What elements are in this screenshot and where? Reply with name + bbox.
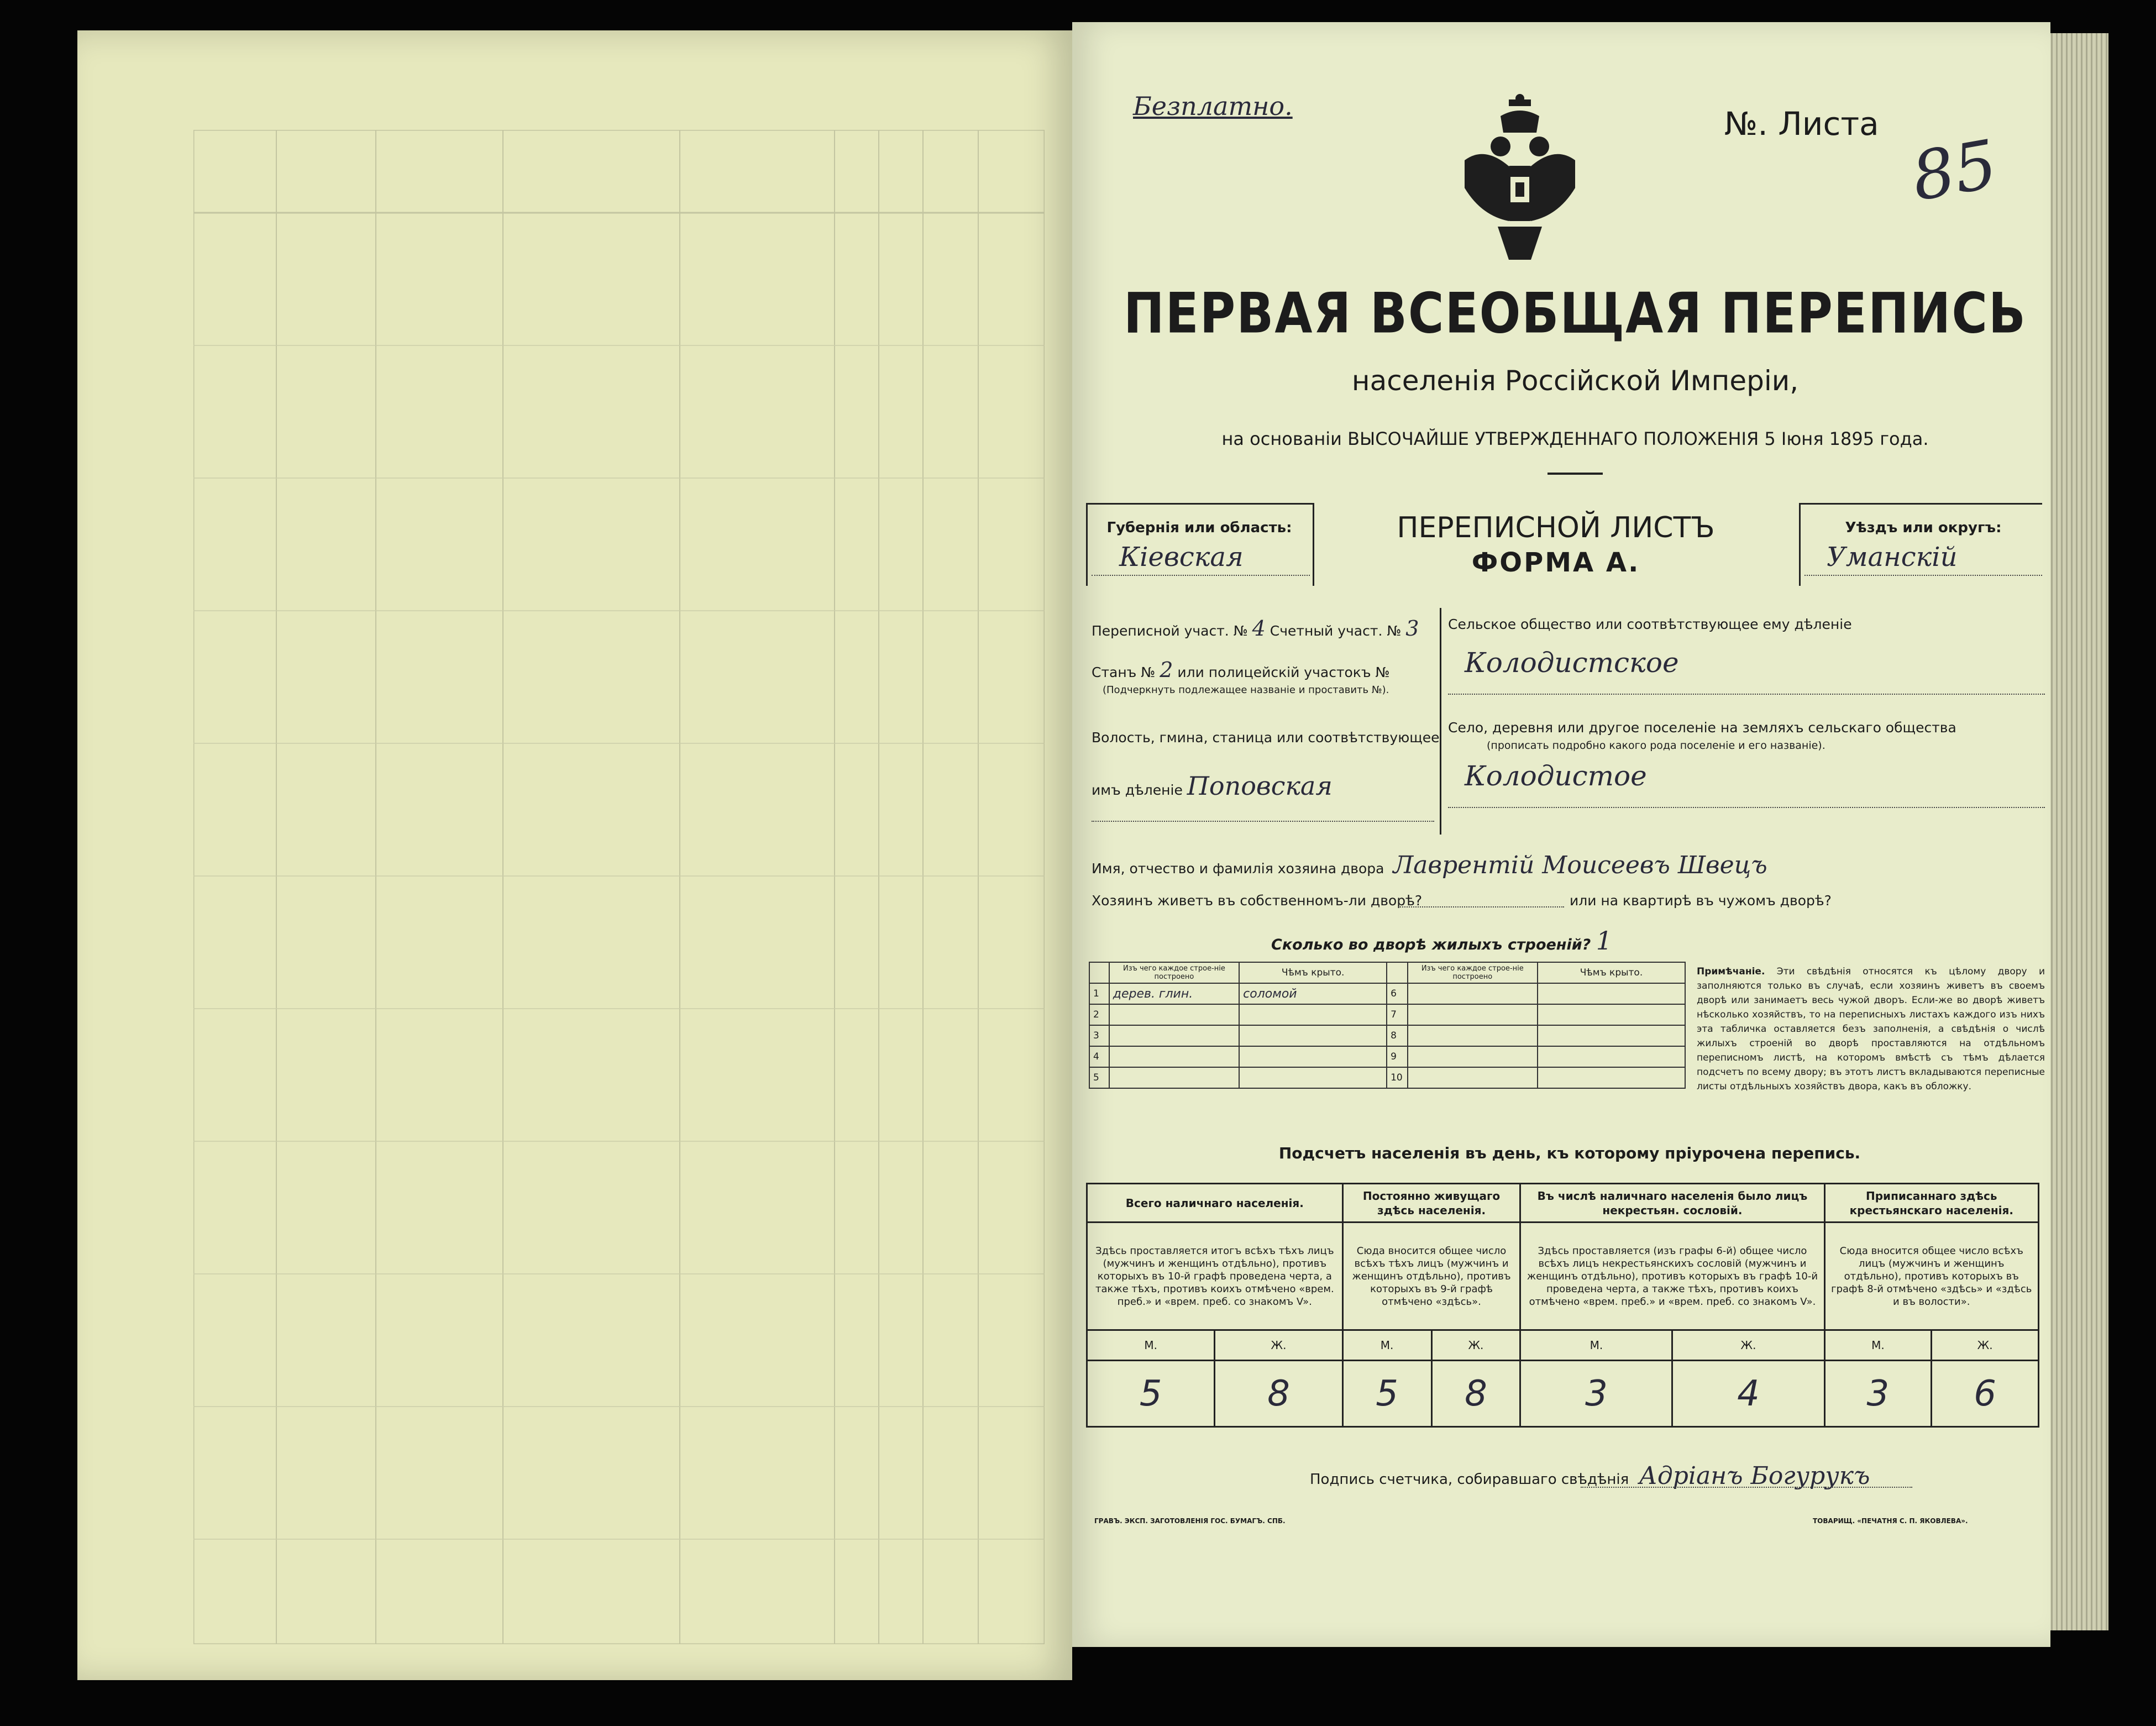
count-value: 3 bbox=[1824, 1361, 1932, 1427]
owner-label: Имя, отчество и фамилія хозяина двора bbox=[1092, 861, 1384, 877]
population-count-table bbox=[1086, 1183, 2039, 1428]
count-desc-total: Здѣсь проставляется итогъ всѣхъ тѣхъ лицъ (мужчинъ и женщинъ отдѣльно), противъ которыхъ въ 10-й графѣ проведена черта, а также тѣхъ, противъ коихъ отмѣчено «врем. преб.» и «врем. преб. со знакомъ V». bbox=[1087, 1223, 1343, 1330]
col-roof-right: Чѣмъ крыто. bbox=[1538, 962, 1685, 983]
society-label: Сельское общество или соотвѣтствующее ему дѣленіе bbox=[1448, 616, 1852, 632]
police-label: или полицейскій участокъ № bbox=[1177, 664, 1390, 680]
note-text: Эти свѣдѣнія относятся къ цѣлому двору и заполняются только въ случаѣ, если хозяинъ живетъ въ своемъ дворѣ или занимаетъ весь чужой дворъ. Если-же во дворѣ живетъ нѣсколько хозяйствъ, то на переписныхъ листахъ каждого изъ нихъ эта табличка оставляется безъ заполненія, а свѣдѣнія о числѣ жилыхъ строеній во дворѣ проставляются на отдѣльномъ переписномъ листѣ, на которомъ вмѣстѣ съ тѣмъ дѣлается подсчетъ по всему двору; въ этотъ листъ вкладываются переписные листы отдѣльныхъ хозяйствъ двора, какъ въ обложку. bbox=[1697, 966, 2045, 1092]
lives-label: Хозяинъ живетъ въ собственномъ-ли дворѣ? bbox=[1092, 893, 1423, 909]
row-number: 8 bbox=[1387, 1025, 1407, 1046]
stan-label: Станъ № bbox=[1092, 664, 1156, 680]
page-edges bbox=[2048, 33, 2108, 1630]
district-value: Уманскій bbox=[1827, 542, 1958, 573]
count-value: 8 bbox=[1215, 1361, 1342, 1427]
province-value: Кіевская bbox=[1119, 542, 1244, 573]
count-desc-non-peasant: Здѣсь проставляется (изъ графы 6-й) общее число всѣхъ лицъ некрестьянскихъ сословій (мужчинъ и женщинъ отдѣльно), противъ которыхъ въ графѣ 10-й проведена черта, а также тѣхъ, противъ коихъ отмѣчено «врем. преб.» и «врем. преб. со знакомъ V». bbox=[1520, 1223, 1824, 1330]
bleed-through-table bbox=[193, 130, 1045, 1644]
village-value: Колодистое bbox=[1465, 760, 1647, 792]
count-value: 5 bbox=[1087, 1361, 1215, 1427]
row-number: 10 bbox=[1387, 1067, 1407, 1088]
census-section-label: Переписной участ. № bbox=[1092, 623, 1248, 639]
row-number: 2 bbox=[1089, 1004, 1109, 1025]
buildings-table bbox=[1089, 962, 1686, 1089]
count-value: 3 bbox=[1520, 1361, 1672, 1427]
left-page bbox=[77, 30, 1072, 1680]
imperial-eagle-icon bbox=[1454, 94, 1586, 271]
sex-label: М. bbox=[1087, 1330, 1215, 1361]
free-label: Безплатно. bbox=[1133, 91, 1293, 121]
sheet-number-label: №. Листа bbox=[1724, 105, 1879, 143]
signature-label: Подпись счетчика, собиравшаго свѣдѣнія bbox=[1310, 1471, 1629, 1488]
stan-value: 2 bbox=[1160, 658, 1173, 682]
row-number: 6 bbox=[1387, 983, 1407, 1004]
row1-roof: соломой bbox=[1239, 983, 1387, 1004]
underline-note: (Подчеркнуть подлежащее названіе и проставить №). bbox=[1103, 684, 1389, 696]
right-page bbox=[1072, 22, 2050, 1647]
count-title: Подсчетъ населенія въ день, къ которому пріурочена перепись. bbox=[1278, 1144, 1861, 1162]
sex-label: М. bbox=[1520, 1330, 1672, 1361]
row-number: 1 bbox=[1089, 983, 1109, 1004]
count-section-label: Счетный участ. № bbox=[1270, 623, 1402, 639]
volost-value: Поповская bbox=[1187, 771, 1333, 801]
census-subtitle: населенія Россійской Имперіи, bbox=[1351, 365, 1799, 397]
col-roof-left: Чѣмъ крыто. bbox=[1239, 962, 1387, 983]
row-number: 3 bbox=[1089, 1025, 1109, 1046]
sex-label: Ж. bbox=[1215, 1330, 1342, 1361]
sex-label: М. bbox=[1824, 1330, 1932, 1361]
row1-material: дерев. глин. bbox=[1109, 983, 1239, 1004]
col-material-left: Изъ чего каждое строе-ніе построено bbox=[1109, 962, 1239, 983]
census-title: ПЕРВАЯ ВСЕОБЩАЯ ПЕРЕПИСЬ bbox=[1124, 280, 2027, 346]
note-label: Примѣчаніе. bbox=[1697, 966, 1765, 977]
buildings-label: Сколько во дворѣ жилыхъ строеній? bbox=[1271, 936, 1591, 953]
census-basis: на основаніи ВЫСОЧАЙШЕ УТВЕРЖДЕННАГО ПОЛОЖЕНІЯ 5 Іюня 1895 года. bbox=[1221, 428, 1929, 449]
row-number: 4 bbox=[1089, 1046, 1109, 1067]
or-rent-label: или на квартирѣ въ чужомъ дворѣ? bbox=[1570, 893, 1832, 909]
note-block bbox=[1697, 964, 2045, 1094]
census-section-value: 4 bbox=[1252, 616, 1266, 641]
sex-label: Ж. bbox=[1431, 1330, 1520, 1361]
printer-left: ГРАВЪ. ЭКСП. ЗАГОТОВЛЕНІЯ ГОС. БУМАГЪ. СПБ. bbox=[1094, 1517, 1286, 1525]
col-material-right: Изъ чего каждое строе-ніе построено bbox=[1408, 962, 1538, 983]
row-number: 9 bbox=[1387, 1046, 1407, 1067]
row-number: 5 bbox=[1089, 1067, 1109, 1088]
signature-value: Адріанъ Богурукъ bbox=[1639, 1462, 1870, 1490]
count-header-total: Всего наличнаго населенія. bbox=[1087, 1184, 1343, 1223]
volost-label-2: имъ дѣленіе bbox=[1092, 782, 1183, 798]
owner-value: Лаврентій Моисеевъ Швецъ bbox=[1393, 851, 1767, 879]
sheet-number-value: 85 bbox=[1906, 125, 2003, 217]
volost-label: Волость, гмина, станица или соотвѣтствующее bbox=[1092, 730, 1440, 746]
form-header-box bbox=[1086, 503, 2048, 589]
count-value: 6 bbox=[1932, 1361, 2039, 1427]
title-divider bbox=[1548, 473, 1603, 475]
count-desc-registered-peasant: Сюда вносится общее число всѣхъ лицъ (мужчинъ и женщинъ отдѣльно), противъ которыхъ въ графѣ 8-й отмѣчено «здѣсь» и «здѣсь и въ волости». bbox=[1824, 1223, 2038, 1330]
sex-label: М. bbox=[1342, 1330, 1431, 1361]
count-value: 8 bbox=[1431, 1361, 1520, 1427]
sex-label: Ж. bbox=[1672, 1330, 1824, 1361]
fields-divider bbox=[1440, 608, 1441, 835]
district-label: Уѣздъ или округъ: bbox=[1845, 520, 2002, 536]
count-header-registered-peasant: Приписаннаго здѣсь крестьянскаго населенія. bbox=[1824, 1184, 2038, 1223]
form-title: ПЕРЕПИСНОЙ ЛИСТЪ bbox=[1397, 511, 1715, 544]
count-header-non-peasant: Въ числѣ наличнаго населенія было лицъ некрестьян. сословій. bbox=[1520, 1184, 1824, 1223]
society-value: Колодистское bbox=[1465, 647, 1679, 679]
sex-label: Ж. bbox=[1932, 1330, 2039, 1361]
printer-right: ТОВАРИЩ. «ПЕЧАТНЯ С. П. ЯКОВЛЕВА». bbox=[1813, 1517, 1968, 1525]
village-label: Село, деревня или другое поселеніе на земляхъ сельскаго общества bbox=[1448, 720, 1956, 736]
village-note: (прописать подробно какого рода поселеніе и его названіе). bbox=[1487, 739, 1825, 752]
count-desc-permanent: Сюда вносится общее число всѣхъ тѣхъ лицъ (мужчинъ и женщинъ отдѣльно), противъ которыхъ въ 9-й графѣ отмѣчено «здѣсь». bbox=[1342, 1223, 1520, 1330]
count-section-value: 3 bbox=[1405, 616, 1419, 641]
count-value: 4 bbox=[1672, 1361, 1824, 1427]
buildings-value: 1 bbox=[1596, 926, 1612, 956]
row-number: 7 bbox=[1387, 1004, 1407, 1025]
form-subtitle: ФОРМА А. bbox=[1471, 547, 1640, 578]
province-label: Губернія или область: bbox=[1106, 520, 1292, 536]
count-value: 5 bbox=[1342, 1361, 1431, 1427]
count-header-permanent: Постоянно живущаго здѣсь населенія. bbox=[1342, 1184, 1520, 1223]
